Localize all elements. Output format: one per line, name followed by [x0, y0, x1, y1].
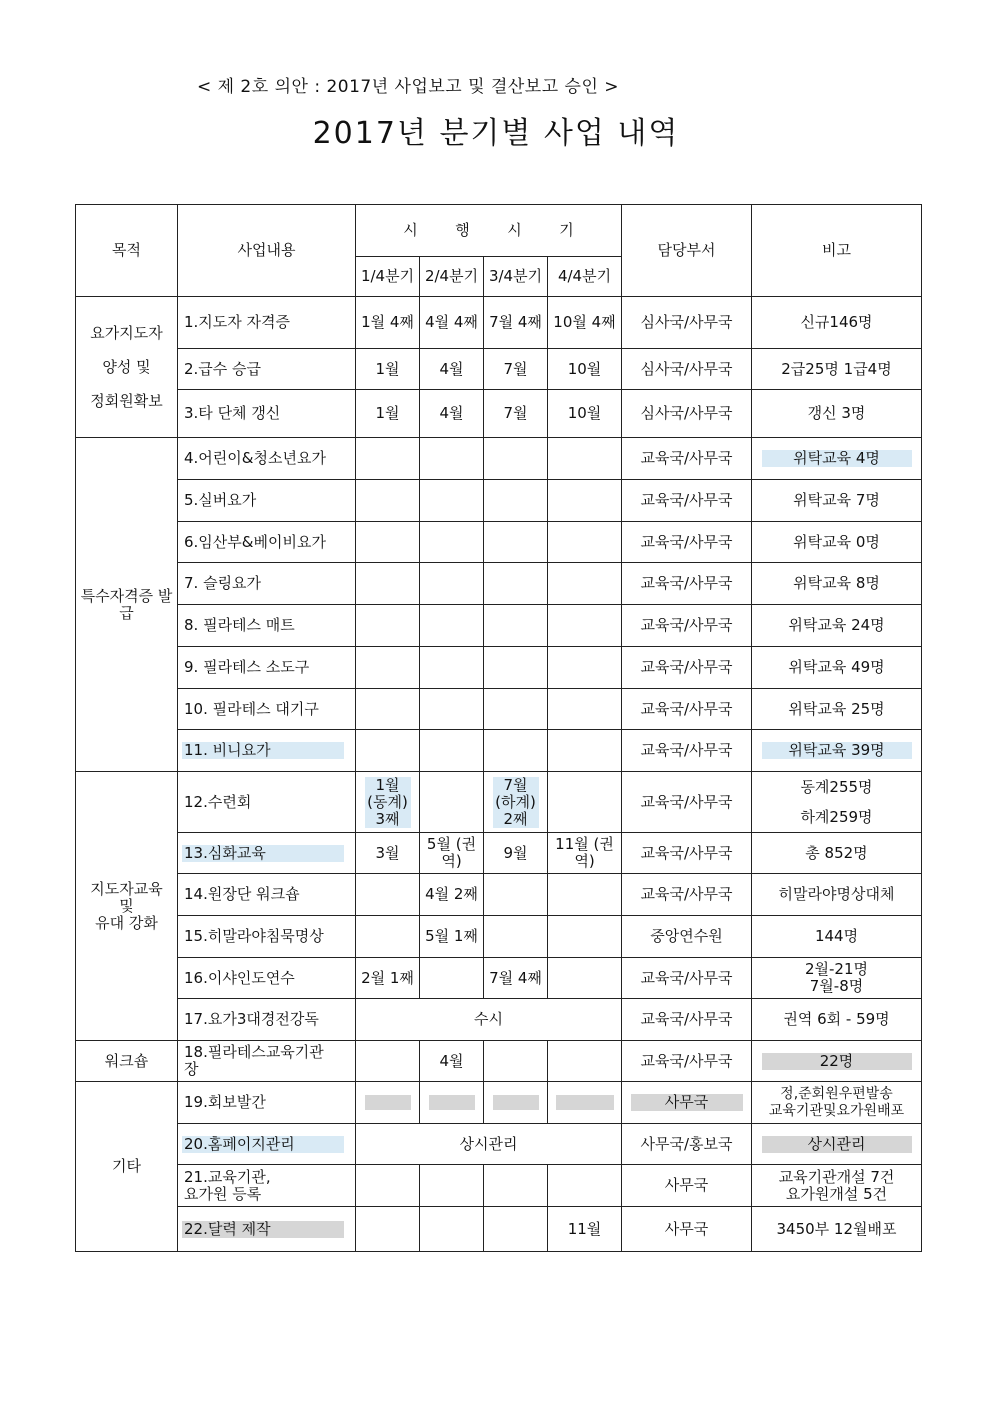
row-note: 상시관리 — [752, 1124, 922, 1165]
row-item: 9. 필라테스 소도구 — [178, 647, 356, 689]
row-q4: 10월 4째 — [548, 297, 622, 349]
row-q4: 10월 — [548, 349, 622, 390]
table-row — [76, 689, 922, 730]
group-special-certificate: 특수자격증 발급 — [76, 438, 178, 772]
row-dept: 심사국/사무국 — [622, 349, 752, 390]
row-note: 동계255명 하계259명 — [752, 772, 922, 833]
row-item: 16.이샤인도연수 — [178, 958, 356, 999]
gray-bar — [493, 1095, 539, 1110]
header-q1: 1/4분기 — [356, 257, 420, 297]
row-note: 정,준회원우편발송 교육기관및요가원배포 — [752, 1082, 922, 1124]
row-dept: 교육국/사무국 — [622, 522, 752, 563]
row-item: 18.필라테스교육기관 장 — [178, 1041, 356, 1082]
group-instructor-training: 요가지도자 양성 및 정회원확보 — [76, 297, 178, 438]
business-plan-table — [75, 204, 922, 1252]
row-q2: 4월 — [420, 349, 484, 390]
row-q2: 4월 — [420, 390, 484, 438]
row-dept: 교육국/사무국 — [622, 563, 752, 605]
row-dept: 교육국/사무국 — [622, 958, 752, 999]
row-q2: 4월 2째 — [420, 874, 484, 916]
doc-subtitle: < 제 2호 의안 : 2017년 사업보고 및 결산보고 승인 > — [196, 77, 620, 97]
row-note: 히말라야명상대체 — [752, 874, 922, 916]
table-row — [76, 349, 922, 390]
row-note: 위탁교육 49명 — [752, 647, 922, 689]
row-item: 3.타 단체 갱신 — [178, 390, 356, 438]
row-note: 교육기관개설 7건 요가원개설 5건 — [752, 1165, 922, 1207]
row-item: 15.히말라야침묵명상 — [178, 916, 356, 958]
row-dept: 교육국/사무국 — [622, 999, 752, 1041]
gray-bar — [365, 1095, 411, 1110]
header-purpose: 목적 — [76, 205, 178, 297]
row-item: 19.회보발간 — [178, 1082, 356, 1124]
row-q2: 5월 1째 — [420, 916, 484, 958]
header-q3: 3/4분기 — [484, 257, 548, 297]
row-exec-all: 수시 — [356, 999, 622, 1041]
row-q4: 10월 — [548, 390, 622, 438]
row-dept: 교육국/사무국 — [622, 689, 752, 730]
table-row — [76, 563, 922, 605]
row-dept: 교육국/사무국 — [622, 605, 752, 647]
row-dept: 교육국/사무국 — [622, 730, 752, 772]
header-q2: 2/4분기 — [420, 257, 484, 297]
row-dept: 교육국/사무국 — [622, 772, 752, 833]
table-row — [76, 390, 922, 438]
row-q3: 7월 4째 — [484, 958, 548, 999]
row-exec-all: 상시관리 — [356, 1124, 622, 1165]
row-item: 17.요가3대경전강독 — [178, 999, 356, 1041]
gray-bar — [556, 1095, 614, 1110]
row-q1: 3월 — [356, 833, 420, 874]
table-row — [76, 999, 922, 1041]
row-item: 8. 필라테스 매트 — [178, 605, 356, 647]
group-workshop: 워크숍 — [76, 1041, 178, 1082]
row-item: 2.급수 승급 — [178, 349, 356, 390]
row-item: 1.지도자 자격증 — [178, 297, 356, 349]
row-dept: 사무국 — [622, 1165, 752, 1207]
row-dept: 교육국/사무국 — [622, 438, 752, 480]
row-q2: 5월 (권역) — [420, 833, 484, 874]
row-item: 10. 필라테스 대기구 — [178, 689, 356, 730]
row-item: 12.수련회 — [178, 772, 356, 833]
header-q4: 4/4분기 — [548, 257, 622, 297]
row-item: 20.홈페이지관리 — [178, 1124, 356, 1165]
row-item: 4.어린이&청소년요가 — [178, 438, 356, 480]
row-item: 22.달력 제작 — [178, 1207, 356, 1252]
table-row — [76, 297, 922, 349]
row-item: 13.심화교육 — [178, 833, 356, 874]
row-q1: 1월 (동계) 3째 — [356, 772, 420, 833]
table-row — [76, 1082, 922, 1124]
row-note: 위탁교육 7명 — [752, 480, 922, 522]
row-item: 6.임산부&베이비요가 — [178, 522, 356, 563]
row-q4: 11월 (권역) — [548, 833, 622, 874]
table-row — [76, 958, 922, 999]
table-row — [76, 647, 922, 689]
row-note: 위탁교육 24명 — [752, 605, 922, 647]
row-note: 위탁교육 8명 — [752, 563, 922, 605]
table-row — [76, 1041, 922, 1082]
row-dept: 사무국 — [622, 1207, 752, 1252]
row-note: 위탁교육 4명 — [752, 438, 922, 480]
table-row — [76, 480, 922, 522]
row-q1: 1월 4째 — [356, 297, 420, 349]
row-note: 144명 — [752, 916, 922, 958]
row-dept: 사무국/홍보국 — [622, 1124, 752, 1165]
table-row — [76, 916, 922, 958]
row-q1: 1월 — [356, 390, 420, 438]
table-row — [76, 874, 922, 916]
row-note: 총 852명 — [752, 833, 922, 874]
row-dept: 교육국/사무국 — [622, 647, 752, 689]
row-dept: 교육국/사무국 — [622, 480, 752, 522]
row-q2: 4월 — [420, 1041, 484, 1082]
row-item: 7. 슬링요가 — [178, 563, 356, 605]
row-dept: 교육국/사무국 — [622, 833, 752, 874]
row-q1: 1월 — [356, 349, 420, 390]
header-dept: 담당부서 — [622, 205, 752, 297]
table-row — [76, 1165, 922, 1207]
table-row — [76, 438, 922, 480]
row-dept: 교육국/사무국 — [622, 874, 752, 916]
row-q4: 11월 — [548, 1207, 622, 1252]
gray-bar — [429, 1095, 475, 1110]
row-item: 14.원장단 워크숍 — [178, 874, 356, 916]
row-item: 21.교육기관, 요가원 등록 — [178, 1165, 356, 1207]
doc-title: 2017년 분기별 사업 내역 — [312, 116, 680, 151]
group-etc: 기타 — [76, 1082, 178, 1252]
header-exec-period: 시 행 시 기 — [356, 205, 622, 257]
row-q3: 7월 — [484, 390, 548, 438]
row-item: 5.실버요가 — [178, 480, 356, 522]
row-dept: 사무국 — [622, 1082, 752, 1124]
row-q3: 9월 — [484, 833, 548, 874]
row-note: 권역 6회 - 59명 — [752, 999, 922, 1041]
row-note: 위탁교육 39명 — [752, 730, 922, 772]
row-q3: 7월 4째 — [484, 297, 548, 349]
row-dept: 중앙연수원 — [622, 916, 752, 958]
row-dept: 심사국/사무국 — [622, 390, 752, 438]
table-row — [76, 1207, 922, 1252]
row-note: 위탁교육 0명 — [752, 522, 922, 563]
table-row — [76, 1124, 922, 1165]
row-note: 2급25명 1급4명 — [752, 349, 922, 390]
row-note: 3450부 12월배포 — [752, 1207, 922, 1252]
table-row — [76, 730, 922, 772]
table-row — [76, 833, 922, 874]
row-note: 2월-21명 7월-8명 — [752, 958, 922, 999]
table-row — [76, 605, 922, 647]
group-instructor-education: 지도자교육 및 유대 강화 — [76, 772, 178, 1041]
row-note: 위탁교육 25명 — [752, 689, 922, 730]
row-dept: 교육국/사무국 — [622, 1041, 752, 1082]
row-q1: 2월 1째 — [356, 958, 420, 999]
row-note: 갱신 3명 — [752, 390, 922, 438]
row-note: 22명 — [752, 1041, 922, 1082]
row-q3: 7월 — [484, 349, 548, 390]
row-q3: 7월 (하계) 2째 — [484, 772, 548, 833]
header-content: 사업내용 — [178, 205, 356, 297]
row-item: 11. 비니요가 — [178, 730, 356, 772]
table-row — [76, 522, 922, 563]
header-note: 비고 — [752, 205, 922, 297]
row-dept: 심사국/사무국 — [622, 297, 752, 349]
row-note: 신규146명 — [752, 297, 922, 349]
row-q2: 4월 4째 — [420, 297, 484, 349]
table-row — [76, 772, 922, 833]
